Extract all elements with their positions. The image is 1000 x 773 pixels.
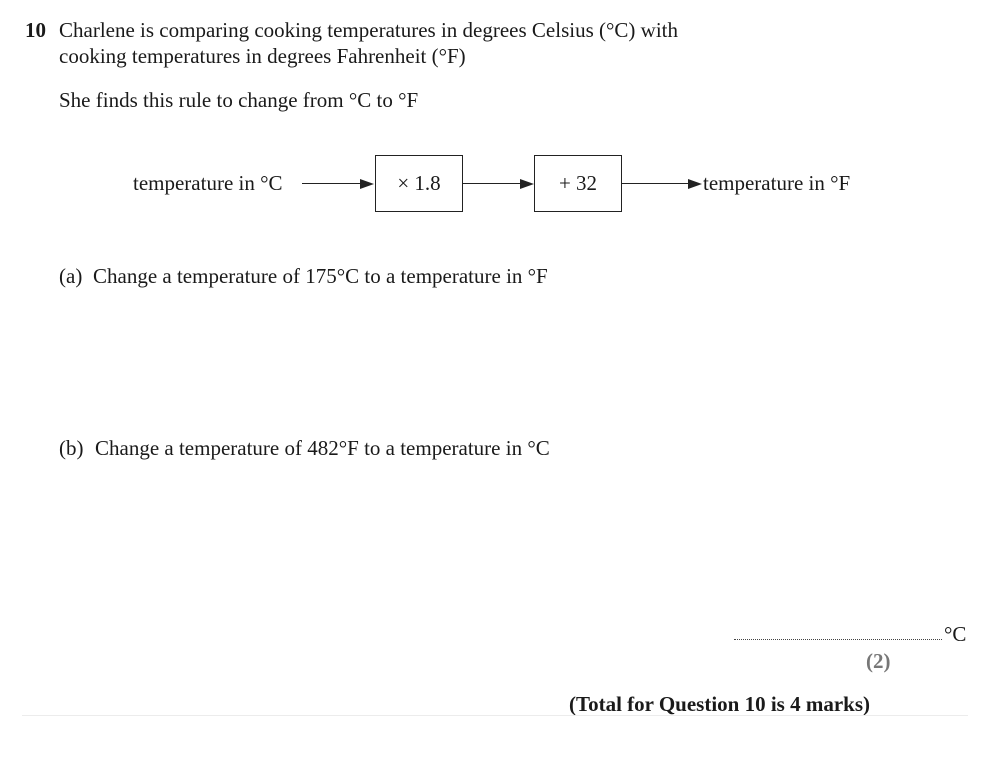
part-b-label: (b) (59, 436, 84, 460)
arrow-head-icon (520, 179, 534, 189)
arrow-head-icon (360, 179, 374, 189)
answer-unit: °C (944, 622, 967, 646)
add-box-label: + 32 (558, 171, 598, 195)
total-marks: (Total for Question 10 is 4 marks) (569, 692, 871, 716)
part-a-text: Change a temperature of 175°C to a temperature in °F (93, 264, 548, 288)
arrow-line-middle (463, 183, 520, 184)
arrow-head-icon (688, 179, 702, 189)
multiply-box (375, 155, 463, 212)
multiply-box-label: × 1.8 (397, 171, 441, 195)
rule-text: She finds this rule to change from °C to °F (59, 88, 419, 112)
part-b-text: Change a temperature of 482°F to a temperature in °C (95, 436, 550, 460)
arrow-line-output (622, 183, 688, 184)
add-box (534, 155, 622, 212)
input-label: temperature in °C (133, 171, 283, 195)
arrow-line-input (302, 183, 360, 184)
part-a-label: (a) (59, 264, 83, 288)
marks-badge: (2) (866, 649, 891, 673)
question-number: 10 (25, 18, 46, 42)
question-intro-line2: cooking temperatures in degrees Fahrenheit (°F) (59, 44, 466, 68)
question-intro-line1: Charlene is comparing cooking temperatures in degrees Celsius (°C) with (59, 18, 678, 42)
divider (22, 715, 968, 716)
answer-line[interactable] (734, 639, 942, 640)
output-label: temperature in °F (703, 171, 851, 195)
